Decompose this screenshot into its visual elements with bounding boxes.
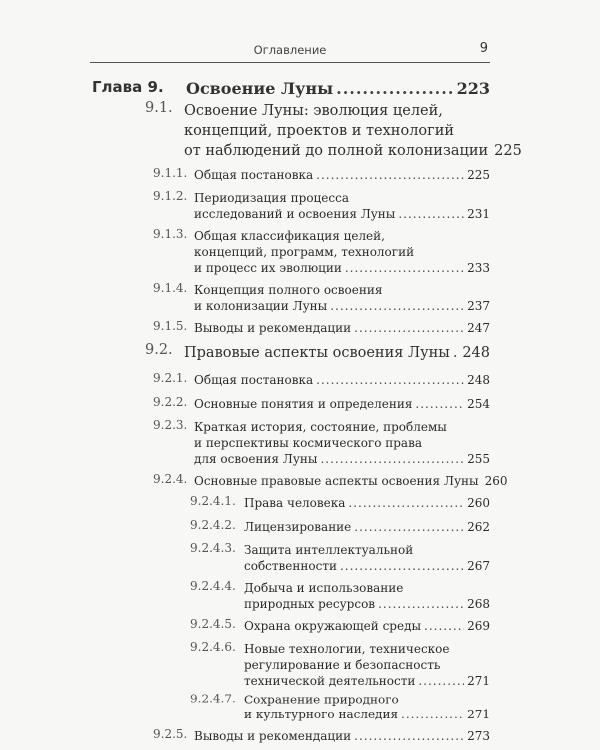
toc-entry-9-1-2: [153, 190, 490, 222]
toc-entry-9-1-1: [153, 167, 490, 183]
toc-entry-title-line: Периодизация процесса: [194, 191, 349, 205]
toc-entry-number: 9.2.4.5.: [190, 617, 236, 631]
toc-entry-title: собственности: [244, 559, 337, 573]
header-title: Оглавление: [253, 43, 327, 57]
toc-entry-number: 9.1.: [145, 100, 173, 116]
leader-dots: [320, 451, 464, 467]
toc-entry-title: и колонизации Луны: [194, 299, 328, 313]
toc-entry-section-9-1: [145, 100, 522, 161]
toc-entry-title: Выводы и рекомендации: [194, 729, 352, 743]
toc-entry-number: 9.2.4.: [153, 472, 188, 486]
toc-entry-page: 233: [467, 261, 490, 275]
leader-dots: [418, 673, 464, 689]
toc-entry-title: Освоение Луны: [186, 79, 334, 98]
toc-entry-page: 248: [462, 345, 490, 361]
toc-entry-title: Основные понятия и определения: [194, 397, 413, 411]
toc-entry-title: Общая постановка: [194, 373, 314, 387]
toc-entry-page: 260: [467, 496, 490, 510]
toc-entry-9-1-5: [153, 320, 490, 336]
toc-entry-number: 9.2.4.2.: [190, 518, 236, 532]
leader-dots: [345, 260, 464, 276]
toc-entry-title: Права человека: [244, 496, 346, 510]
toc-entry-number: 9.2.4.7.: [190, 692, 236, 706]
toc-entry-title: Основные правовые аспекты освоения Луны: [194, 474, 479, 488]
leader-dots: [340, 558, 464, 574]
toc-entry-9-2-4: [153, 472, 508, 489]
toc-entry-page: 254: [467, 397, 490, 411]
toc-entry-number: 9.2.2.: [153, 395, 188, 409]
toc-entry-title-line: Общая классификация целей,: [194, 229, 385, 243]
toc-entry-9-2-4-1: [190, 495, 490, 511]
leader-dots: [354, 320, 464, 336]
toc-entry-page: 247: [467, 321, 490, 335]
toc-entry-title: технической деятельности: [244, 674, 416, 688]
leader-dots: [453, 343, 459, 363]
toc-entry-page: 267: [467, 559, 490, 573]
toc-entry-number: 9.2.: [145, 342, 173, 358]
leader-dots: [316, 167, 464, 183]
toc-entry-9-2-4-7-visible: [190, 693, 490, 724]
toc-entry-number: 9.1.2.: [153, 189, 188, 203]
toc-entry-title-line: концепций, проектов и технологий: [184, 123, 455, 139]
toc-entry-page: 262: [467, 520, 490, 534]
toc-entry-page: 268: [467, 597, 490, 611]
toc-entry-9-2-4-6: [190, 641, 490, 689]
toc-entry-title-line: Краткая история, состояние, проблемы: [194, 420, 447, 434]
toc-entry-9-2-2: [153, 396, 490, 412]
toc-entry-page: 225: [494, 143, 522, 159]
toc-entry-title-line: Новые технологии, техническое: [244, 642, 450, 656]
toc-entry-title: от наблюдений до полной колонизации: [184, 143, 489, 159]
toc-entry-number: 9.1.1.: [153, 166, 188, 180]
toc-entry-9-2-1: [153, 372, 490, 388]
leader-dots: [424, 618, 464, 634]
running-header: [90, 38, 490, 63]
toc-entry-title: и процесс их эволюции: [194, 261, 342, 275]
toc-entry-page: 223: [456, 79, 490, 98]
toc-entry-title-line: Защита интеллектуальной: [244, 543, 414, 557]
toc-entry-title-line: регулирование и безопасность: [244, 658, 441, 672]
leader-dots: [316, 372, 464, 388]
toc-entry-page: 255: [467, 452, 490, 466]
toc-entry-number: 9.2.3.: [153, 418, 188, 432]
toc-entry-page: 271: [467, 674, 490, 688]
toc-entry-page: 248: [467, 373, 490, 387]
toc-entry-title-line: Добыча и использование: [244, 581, 404, 595]
toc-entry-title: и культурного наследия: [244, 707, 399, 721]
toc-entry-title-line: и перспективы космического права: [194, 436, 422, 450]
toc-entry-title: Охрана окружающей среды: [244, 619, 422, 633]
leader-dots: [415, 396, 464, 412]
leader-dots: [378, 596, 464, 612]
leader-dots: [398, 206, 464, 222]
toc-entry-page: 269: [467, 619, 490, 633]
toc-entry-number: 9.2.1.: [153, 371, 188, 385]
toc-entry-title: природных ресурсов: [244, 597, 376, 611]
leader-dots: [401, 707, 464, 721]
leader-dots: [354, 728, 464, 744]
toc-entry-number: 9.2.4.4.: [190, 579, 236, 593]
leader-dots: [330, 298, 464, 314]
toc-entry-page: 225: [467, 168, 490, 182]
header-page-number: 9: [479, 41, 488, 56]
leader-dots: [336, 80, 453, 98]
toc-entry-9-2-4-4: [190, 580, 490, 612]
toc-entry-9-2-5-visible: [153, 728, 490, 744]
toc-entry-9-2-4-5: [190, 618, 490, 634]
toc-entry-chapter-9: [92, 80, 490, 98]
toc-entry-page: 260: [484, 474, 508, 488]
toc-entry-title: исследований и освоения Луны: [194, 207, 396, 221]
toc-entry-title-line: Концепция полного освоения: [194, 283, 383, 297]
toc-entry-title-line: Сохранение природного: [244, 693, 399, 707]
toc-entry-number: 9.1.5.: [153, 319, 188, 333]
leader-dots: [354, 519, 464, 535]
toc-entry-number: 9.2.4.1.: [190, 494, 236, 508]
leader-dots: [348, 495, 464, 511]
toc-entry-number: 9.1.4.: [153, 281, 188, 295]
toc-entry-number: 9.1.3.: [153, 227, 188, 241]
toc-entry-title: Общая постановка: [194, 168, 314, 182]
toc-entry-9-2-4-3: [190, 542, 490, 574]
toc-entry-9-2-4-2: [190, 519, 490, 535]
toc-entry-number: Глава 9.: [92, 78, 164, 96]
toc-entry-9-1-3: [153, 228, 490, 276]
toc-entry-page: 237: [467, 299, 490, 313]
toc-entry-title: для освоения Луны: [194, 452, 318, 466]
toc-entry-page: 273: [467, 729, 490, 743]
toc-entry-number: 9.2.5.: [153, 727, 188, 741]
toc-entry-title: Лицензирование: [244, 520, 352, 534]
toc-entry-section-9-2: [145, 343, 490, 363]
toc-entry-number: 9.2.4.3.: [190, 541, 236, 555]
toc-entry-9-2-3: [153, 419, 490, 467]
toc-entry-page: 231: [467, 207, 490, 221]
toc-entry-title-line: концепций, программ, технологий: [194, 245, 415, 259]
toc-entry-title: Выводы и рекомендации: [194, 321, 352, 335]
toc-entry-page: 271: [467, 707, 490, 721]
toc-entry-9-1-4: [153, 282, 490, 314]
toc-entry-title: Правовые аспекты освоения Луны: [184, 345, 450, 361]
toc-entry-number: 9.2.4.6.: [190, 640, 236, 654]
toc-entry-title-line: Освоение Луны: эволюция целей,: [184, 103, 443, 119]
